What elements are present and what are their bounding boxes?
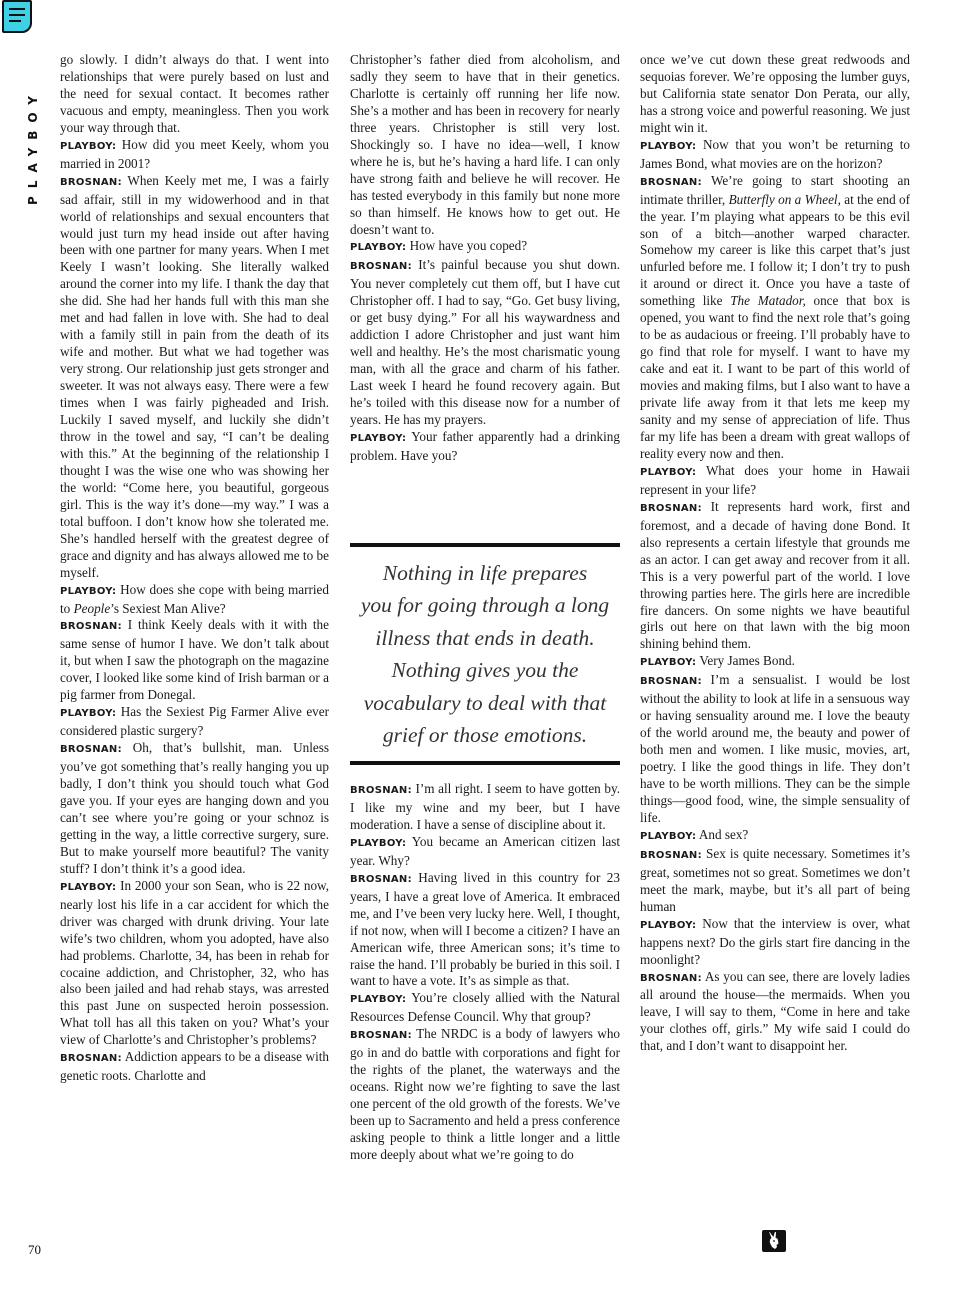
paragraph: PLAYBOY: You’re closely allied with the Natural Resources Defense Council. Why that group? [350,990,620,1025]
paragraph: once we’ve cut down these great redwoods and sequoias forever. We’re opposing the lumber guys, but California state senator Don Perata, our ally, has a strong voice and powerful reasoning. We just might win it. [640,52,910,135]
speaker-label: BROSNAN: [640,972,702,984]
pull-quote-line: illness that ends in death. [375,625,595,650]
article-column-2-bottom [350,781,620,1164]
speaker-label: BROSNAN: [60,176,122,188]
paragraph: BROSNAN: Oh, that’s bullshit, man. Unless you’ve got something that’s really hanging you up badly, I don’t think you should touch what God gave you. If your eyes are hanging down and you can’t see where you’re going or your schnoz is getting in the way, a little corrective surgery, sure. But to make yourself more beautiful? The vanity stuff? I don’t think it’s a good idea. [60,740,329,876]
speaker-label: BROSNAN: [60,1053,122,1065]
paragraph: PLAYBOY: Has the Sexiest Pig Farmer Alive ever considered plastic surgery? [60,704,330,739]
paragraph: PLAYBOY: Now that the interview is over, what happens next? Do the girls start fire dancing in the moonlight? [640,915,910,967]
paragraph: BROSNAN: Sex is quite necessary. Sometimes it’s great, sometimes not so great. Sometimes we don’t meet the mark, maybe, but it’s all part of being human [640,845,911,914]
paragraph: go slowly. I didn’t always do that. I went into relationships that were purely based on lust and the need for sexual contact. It becomes rather vacuous and empty, meaningless. Then you work your way through that. [60,52,329,135]
article-column-3 [640,52,910,1055]
speaker-label: PLAYBOY: [640,830,697,842]
speaker-label: BROSNAN: [350,1030,412,1042]
speaker-label: PLAYBOY: [640,657,697,669]
paragraph: BROSNAN: I’m a sensualist. I would be lost without the ability to look at life in a sensuous way or having sensuality around me. I love the beauty of the world around me, the beauty and power of both men and women. I like music, movies, art, poetry. I like the good things in life. They don’t have to be worth millions. They can be the simple things—good food, wine, the simple sensuality of life. [640,672,911,825]
paragraph: PLAYBOY: And sex? [640,826,749,842]
paragraph: BROSNAN: When Keely met me, I was a fairly sad affair, still in my widowerhood and in that world of relationships and sexual encounters that would just turn my head inside out after having been with one partner for many years. When I met Keely I wasn’t looking. She literally walked around the corner into my life. I thank the day that she did. She had her hands full with this man she met and had fallen in love with. She had to deal with a family still in pain from the death of its wife and mother. But what we had together was very strong. Our relationship just gets stronger and sweeter. It was not always easy. There were a few times when I was fairly pigheaded and Irish. Luckily I saved myself, and luckily she didn’t throw in the towel and say, “I can’t be dealing with this.” At the beginning of the relationship I thought I was the wise one who was showing her the world: “Come here, you beautiful, gorgeous girl. This is the way it’s done—my way.” I was a total buffoon. I don’t know how she tolerated me. She’s handled herself with the greatest degree of grace and dignity and has always allowed me to be myself. [60,172,329,580]
speaker-label: BROSNAN: [350,785,412,796]
speaker-label: PLAYBOY: [350,432,407,444]
speaker-label: BROSNAN: [640,176,702,188]
paragraph: PLAYBOY: How does she cope with being married to People’s Sexiest Man Alive? [60,581,329,616]
speaker-label: PLAYBOY: [350,242,407,254]
paragraph: PLAYBOY: Your father apparently had a drinking problem. Have you? [350,428,620,463]
paragraph: BROSNAN: Having lived in this country for 23 years, I have a great love of America. It embraced me, and I’ve been very lucky here. Well, I thought, if not now, when will I become a citizen? I have an American wife, three American sons; it’s time to raise the hand. I’ll probably be buried in this soil. I want to have a vote. It’s as simple as that. [350,869,620,989]
paragraph: PLAYBOY: Very James Bond. [640,653,795,669]
speaker-label: PLAYBOY: [640,466,697,478]
document-lines-icon [2,0,32,33]
paragraph: Christopher’s father died from alcoholism, and sadly they seem to have that in their genetics. Charlotte is certainly off running her life now. She’s a mother and has been in recovery for nearly three years. Christopher is still very lost. Shockingly so. I have no idea—well, I know where he is, but he’s having a hard life. I can only have strong faith and believe he will recover. He has tested everybody in this family but none more so than himself. He knows how to get out. He doesn’t want to. [350,52,620,237]
speaker-label: BROSNAN: [60,744,122,756]
speaker-label: BROSNAN: [60,621,122,633]
speaker-label: BROSNAN: [350,261,412,273]
paragraph: BROSNAN: It represents hard work, first and foremost, and a decade of having done Bond. It also represents a certain lifestyle that grounds me as an actor. I can get away and recover from it all. This is a very powerful part of the world. I love throwing parties here. The girls here are incredible fire dancers. On some nights we have beautiful girls out here on that lawn with the big moon shining behind them. [640,498,910,652]
speaker-label: PLAYBOY: [350,837,407,849]
paragraph: PLAYBOY: How did you meet Keely, whom you married in 2001? [60,136,329,171]
paragraph: BROSNAN: Addiction appears to be a disease with genetic roots. Charlotte and [60,1049,329,1084]
article-column-2-top [350,52,620,465]
paragraph: PLAYBOY: What does your home in Hawaii represent in your life? [640,462,910,497]
paragraph: BROSNAN: As you can see, there are lovely ladies all around the house—the mermaids. When you leave, I will say to them, “Come in here and take your clothes off, girls.” My wife said I could do that, and I don’t want to disappoint her. [640,968,910,1054]
paragraph: PLAYBOY: You became an American citizen last year. Why? [350,833,621,868]
pull-quote-line: Nothing in life prepares [382,560,588,585]
speaker-label: PLAYBOY: [640,919,697,931]
paragraph: PLAYBOY: In 2000 your son Sean, who is 22 now, nearly lost his life in a car accident for which the driver was charged with drunk driving. Your late wife’s two children, whom you adopted, have also had problems. Charlotte, 34, has been in rehab for cocaine addiction, and Christopher, 32, who has also been jailed and had rehab stays, was arrested this past June on suspected heroin possession. What toll has all this taken on you? What’s your view of Charlotte’s and Christopher’s problems? [60,877,329,1048]
paragraph: PLAYBOY: How have you coped? [350,238,528,254]
paragraph: BROSNAN: The NRDC is a body of lawyers who go in and do battle with corporations and fight for the rights of the planet, the waterways and the oceans. Right now we’re fighting to save the last one percent of the old growth of the forests. We’ve been up to Sacramento and held a press conference asking people to think a little longer and a little more deeply about what we’re going to do [350,1026,621,1163]
speaker-label: BROSNAN: [350,873,412,885]
speaker-label: PLAYBOY: [60,585,117,597]
pull-quote-line: you for going through a long [360,593,610,617]
article-column-1 [60,52,329,1085]
pull-quote-line: Nothing gives you the [391,658,579,682]
rabbit-head-icon [762,1230,786,1252]
speaker-label: BROSNAN: [640,676,702,688]
speaker-label: PLAYBOY: [60,708,117,720]
speaker-label: PLAYBOY: [60,140,117,152]
paragraph: BROSNAN: I’m all right. I seem to have gotten by. I like my wine and my beer, but I have moderation. I have a sense of discipline about it. [350,781,621,832]
paragraph: PLAYBOY: Now that you won’t be returning to James Bond, what movies are on the horizon? [640,136,910,171]
pull-quote-line: vocabulary to deal with that [363,690,607,715]
pull-quote [350,543,620,765]
brand-vertical: PLAYBOY [26,88,40,205]
speaker-label: BROSNAN: [640,849,702,861]
paragraph: BROSNAN: I think Keely deals with it with the same sense of humor I have. We don’t talk about it, but when I saw the photograph on the magazine cover, I looked like some kind of Irish barman or a pig farmer from Donegal. [60,617,330,703]
speaker-label: PLAYBOY: [60,881,117,893]
paragraph: BROSNAN: We’re going to start shooting an intimate thriller, Butterfly on a Wheel, at the end of the year. I’m playing what appears to be this evil son of a bitch—another warped character. Somehow my career is like this carpet that’s just unfurled before me. I follow it; I don’t try to push it around or direct it. Once you have a taste of something like The Matador, once that box is opened, you want to find the next role that’s going to be as audacious or freeing. I’ll probably have to go find that role for myself. I want to have my cake and eat it. I want to be part of this world of movies and making films, but I also want to have a private life away from it that lets me keep my sanity and my sense of appreciation of life. Thus far my life has been a dream with great wallops of reality every now and then. [640,172,911,461]
speaker-label: PLAYBOY: [350,994,407,1006]
paragraph: BROSNAN: It’s painful because you shut down. You never completely cut them off, but I have cut Christopher off. I had to say, “Go. Get busy living, or get busy dying.” For all his waywardness and addiction I adore Christopher and just want him well and healthy. He’s the most charismatic young man, with all the grace and charm of his father. Last week I heard he found recovery again. But he’s toiled with this disease now for a number of years. He has my prayers. [350,257,620,428]
speaker-label: BROSNAN: [640,502,702,514]
pull-quote-line: grief or those emotions. [382,723,588,747]
page-number: 70 [28,1242,41,1257]
speaker-label: PLAYBOY: [640,140,697,152]
